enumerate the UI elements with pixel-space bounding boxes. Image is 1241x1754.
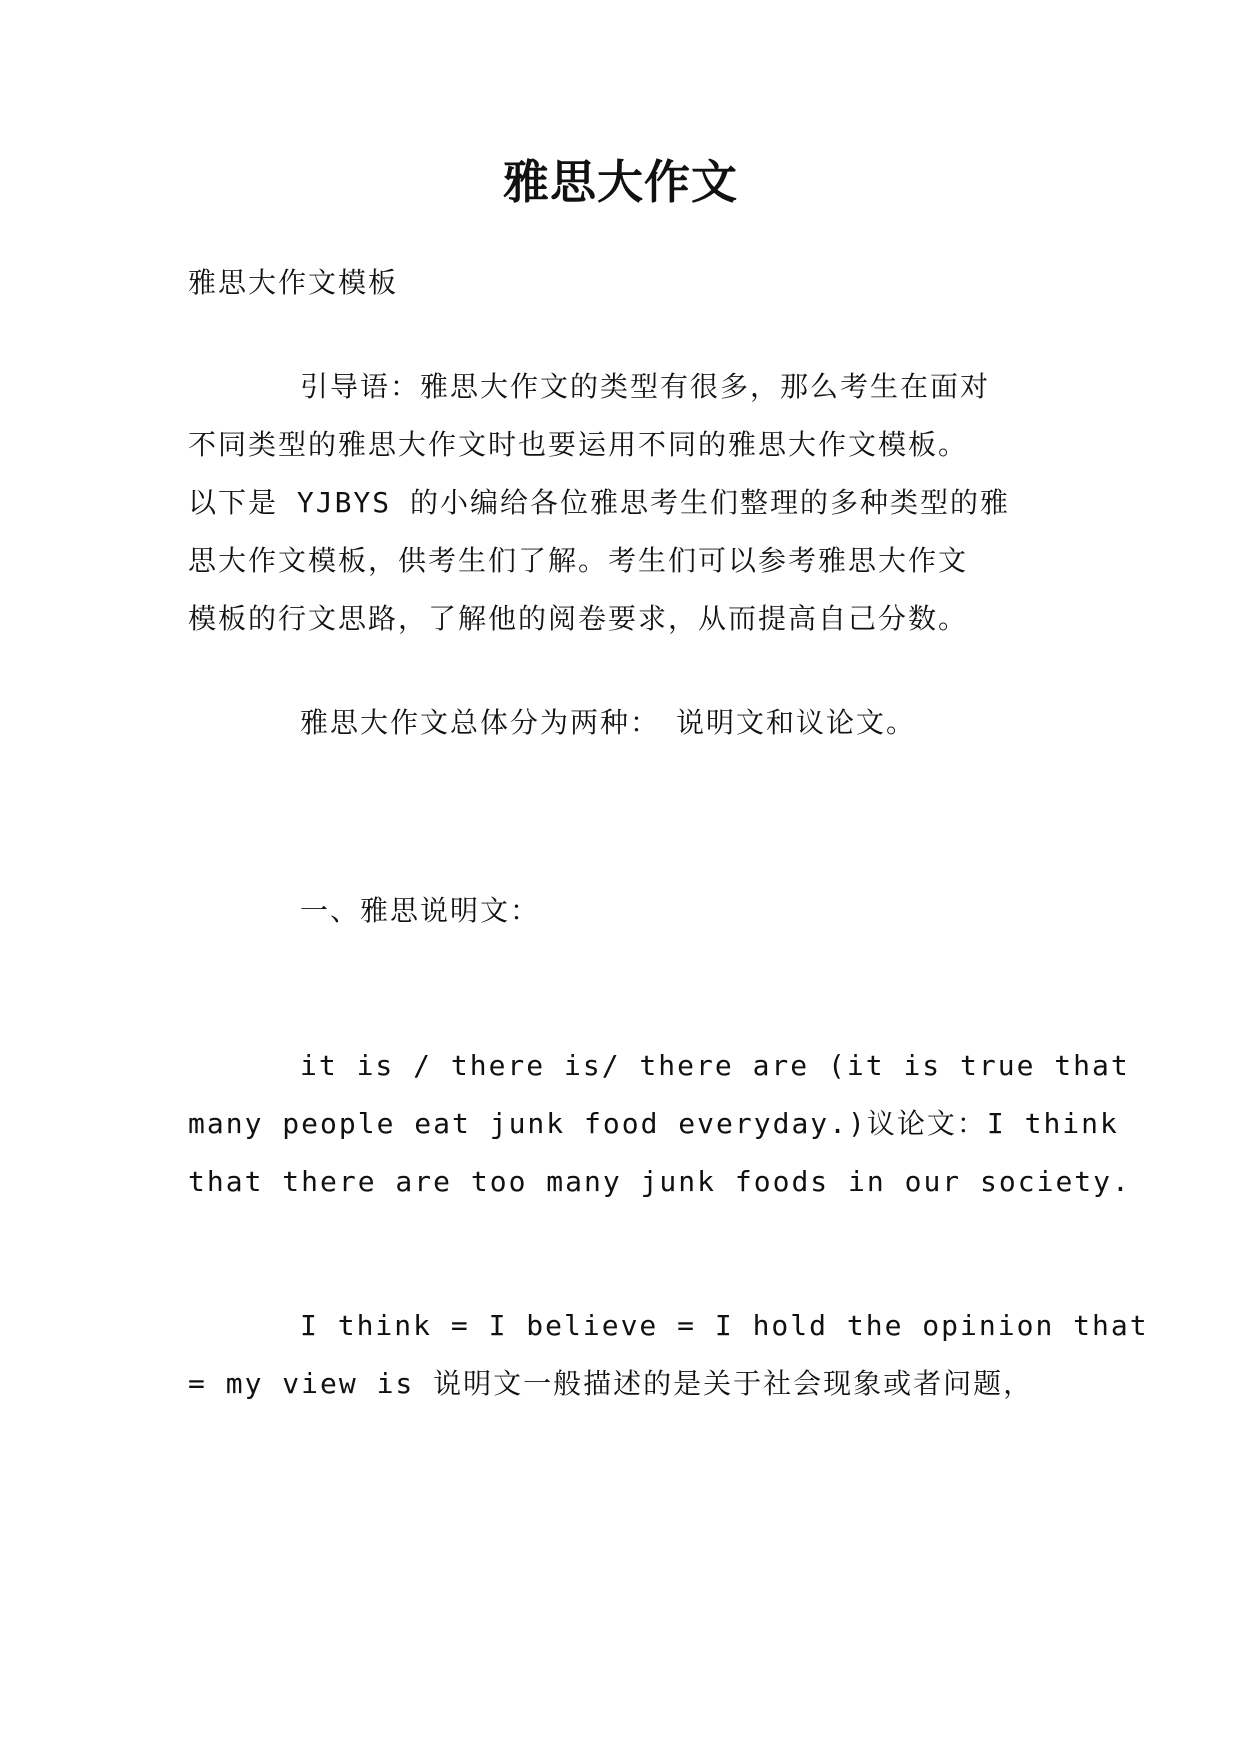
- document-title: 雅思大作文: [503, 155, 738, 209]
- intro-line: 不同类型的雅思大作文时也要运用不同的雅思大作文模板。: [188, 428, 969, 461]
- example-paragraph: [188, 1037, 1131, 1211]
- opinion-line: = my view is 说明文一般描述的是关于社会现象或者问题，: [188, 1367, 1034, 1400]
- opinion-line: I think = I believe = I hold the opinion that: [300, 1309, 1149, 1342]
- intro-line: 以下是 YJBYS 的小编给各位雅思考生们整理的多种类型的雅: [188, 486, 1011, 519]
- opinion-paragraph: [188, 1297, 1149, 1413]
- example-line: many people eat junk food everyday.)议论文：I think: [188, 1107, 1119, 1140]
- document-subtitle: [188, 254, 1068, 312]
- subtitle-text: 雅思大作文模板: [188, 266, 399, 299]
- intro-line: 引导语：雅思大作文的类型有很多，那么考生在面对: [300, 370, 991, 403]
- section-heading-paragraph: [188, 882, 1068, 940]
- intro-paragraph: [188, 358, 1068, 648]
- section-heading: 一、雅思说明文：: [300, 894, 541, 927]
- essay-types-paragraph: [188, 694, 1068, 752]
- intro-line: 模板的行文思路，了解他的阅卷要求，从而提高自己分数。: [188, 602, 969, 635]
- example-line: it is / there is/ there are (it is true that: [300, 1049, 1130, 1082]
- essay-types-text: 雅思大作文总体分为两种： 说明文和议论文。: [300, 706, 917, 739]
- example-line: that there are too many junk foods in our society.: [188, 1165, 1131, 1198]
- intro-line: 思大作文模板，供考生们了解。考生们可以参考雅思大作文: [188, 544, 969, 577]
